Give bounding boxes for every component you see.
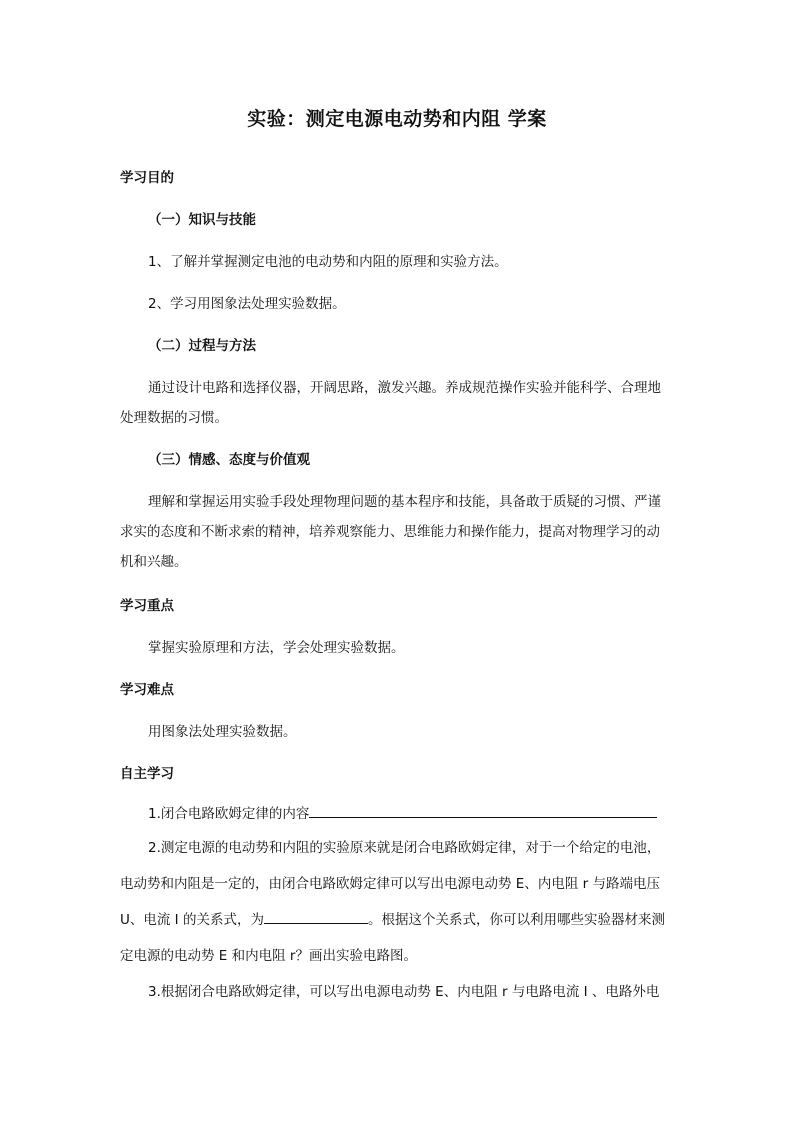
question-2-line-4: 定电源的电动势 E 和内电阻 r？画出实验电路图。 — [120, 948, 417, 964]
attitude-paragraph-line-3: 机和兴趣。 — [120, 554, 188, 570]
question-2-line-3-start: U、电流 I 的关系式，为 — [120, 912, 264, 928]
question-2-line-3-end: 。根据这个关系式，你可以利用哪些实验器材来测 — [367, 912, 665, 928]
page-title: 实验：测定电源电动势和内阻 学案 — [247, 108, 547, 130]
goal-item-2: 2、学习用图象法处理实验数据。 — [148, 296, 346, 312]
question-1-text: 1.闭合电路欧姆定律的内容 — [148, 806, 310, 822]
answer-blank-1[interactable] — [309, 803, 657, 818]
attitude-paragraph-line-2: 求实的态度和不断求索的精神，培养观察能力、思维能力和操作能力，提高对物理学习的动 — [120, 524, 660, 540]
section-heading-focus: 学习重点 — [120, 598, 174, 614]
process-paragraph-line-2: 处理数据的习惯。 — [120, 410, 228, 426]
subheading-process-method: （二）过程与方法 — [148, 338, 256, 354]
question-2-line-1: 2.测定电源的电动势和内阻的实验原来就是闭合电路欧姆定律，对于一个给定的电池， — [148, 840, 661, 856]
question-3-line-1: 3.根据闭合电路欧姆定律，可以写出电源电动势 E、内电阻 r 与电路电流 I 、电路外电 — [148, 984, 660, 1000]
difficulty-text: 用图象法处理实验数据。 — [148, 724, 297, 740]
focus-text: 掌握实验原理和方法，学会处理实验数据。 — [148, 640, 405, 656]
question-2-line-3 — [120, 908, 680, 928]
process-paragraph-line-1: 通过设计电路和选择仪器，开阔思路，激发兴趣。养成规范操作实验并能科学、合理地 — [148, 380, 661, 396]
subheading-attitude-values: （三）情感、态度与价值观 — [148, 452, 310, 468]
question-2-line-2: 电动势和内阻是一定的，由闭合电路欧姆定律可以写出电源电动势 E、内电阻 r 与路端电压 — [120, 876, 660, 892]
section-heading-goals: 学习目的 — [120, 170, 174, 186]
section-heading-self-study: 自主学习 — [120, 766, 174, 782]
question-1 — [148, 802, 680, 822]
answer-blank-2[interactable] — [264, 909, 368, 924]
goal-item-1: 1、了解并掌握测定电池的电动势和内阻的原理和实验方法。 — [148, 254, 508, 270]
section-heading-difficulty: 学习难点 — [120, 682, 174, 698]
attitude-paragraph-line-1: 理解和掌握运用实验手段处理物理问题的基本程序和技能，具备敢于质疑的习惯、严谨 — [148, 494, 661, 510]
subheading-knowledge-skills: （一）知识与技能 — [148, 212, 256, 228]
